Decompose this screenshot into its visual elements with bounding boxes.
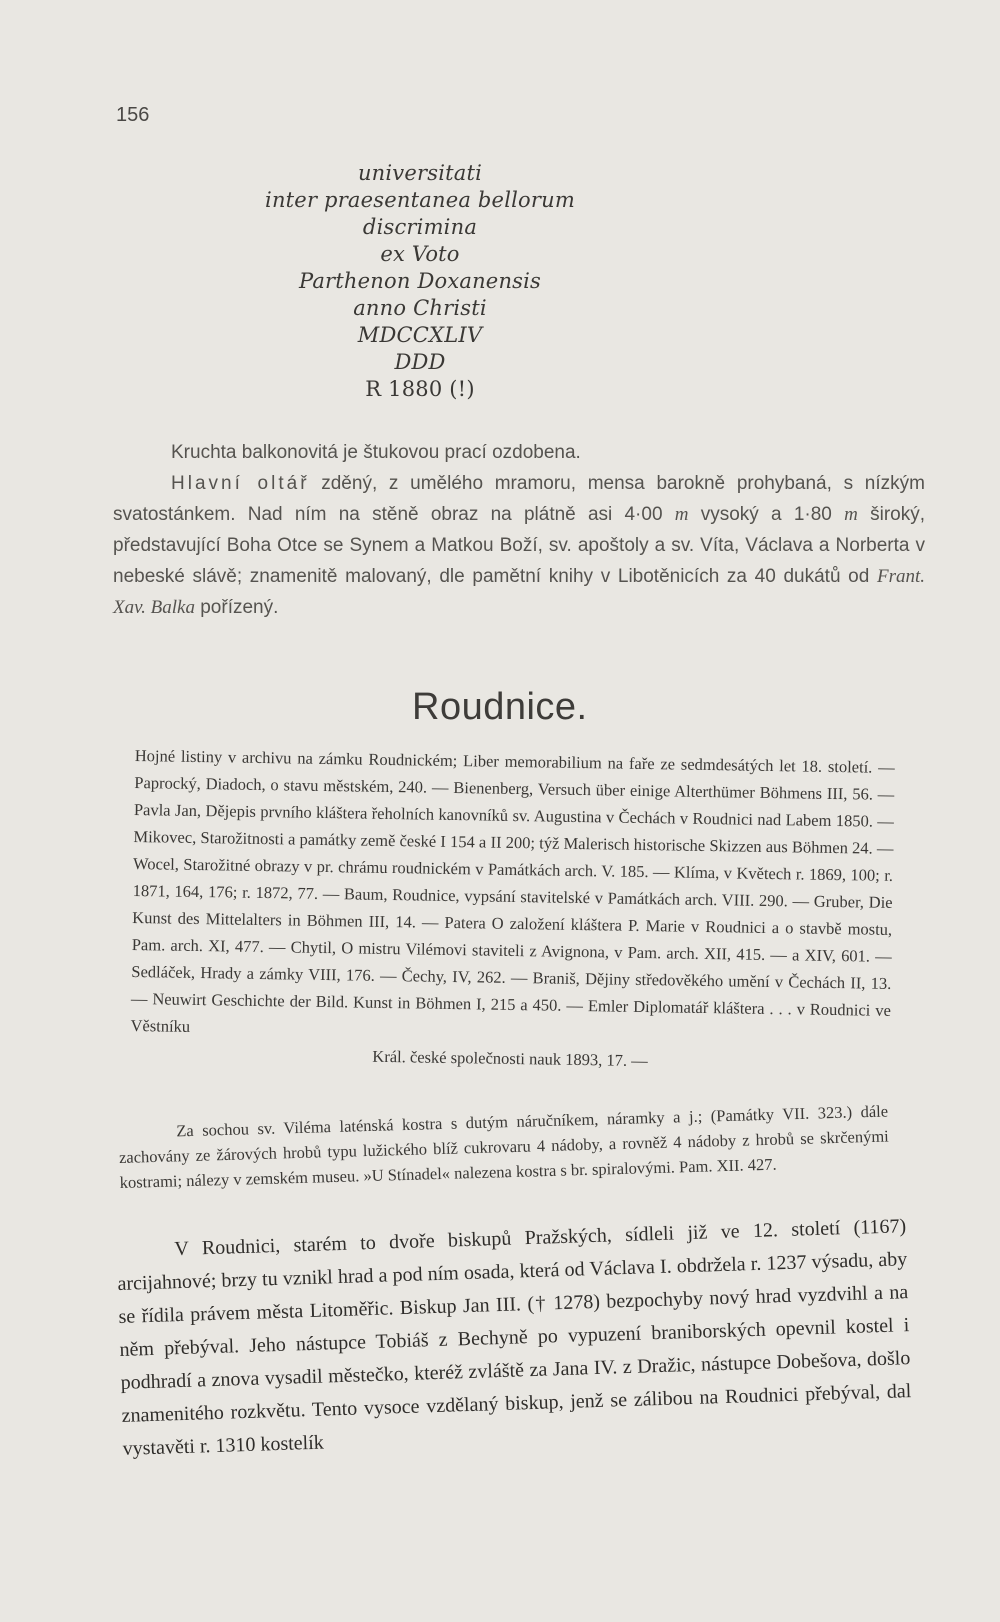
emphasized-term: Hlavní oltář bbox=[171, 473, 310, 494]
archaeological-finds bbox=[118, 1099, 890, 1195]
latin-inscription bbox=[170, 160, 670, 403]
bibliography-text: Hojné listiny v archivu na zámku Roudnickém; Liber memorabilium na faře ze sedmdesátých let 18. století. — Paprocký, Diadoch, o stavu městském, 240. — Bienenberg, Versuch über einige Alterthümer Böhmens III, 56. — Pavla Jan, Dějepis prvního kláštera řeholních kanovníků sv. Augustina v Čechách v Roudnici nad Labem 1850. — Mikovec, Starožitnosti a památky země české I 154 a II 200; týž Malerisch historische Skizzen aus Böhmen 24. — Wocel, Starožitné obrazy v pr. chrámu roudnickém v Památkách arch. V. 185. — Klíma, v Květech r. 1869, 100; r. 1871, 164, 176; r. 1872, 77. — Baum, Roudnice, vypsání stavitelské v Památkách arch. VIII. 290. — Gruber, Die Kunst des Mittelalters in Böhmen III, 14. — Patera O založení kláštera P. Marie v Roudnici a o stavbě mostu, Pam. arch. XI, 477. — Chytil, O mistru Vilémovi staviteli z Avignona, v Pam. arch. XII, 415. — a XIV, 601. — Sedláček, Hrady a zámky VIII, 176. — Čechy, IV, 262. — Braniš, Dějiny středověkého umění v Čechách II, 13. — Neuwirt Geschichte der Bild. Kunst in Böhmen I, 215 a 450. — Emler Diplomatář kláštera . . . v Roudnici ve Věstníku bbox=[130, 745, 895, 1036]
inscription-line: anno Christi bbox=[353, 296, 487, 320]
unit-symbol: m bbox=[844, 504, 858, 525]
paragraph-text: zděný, z umělého mramoru, mensa barokně prohybaná, s nízkým svatostánkem. Nad ním na stěně obraz na plátně asi 4·00 bbox=[113, 473, 925, 525]
bibliography-last-line: Král. české společnosti nauk 1893, 17. — bbox=[372, 1046, 648, 1071]
history-text: V Roudnici, starém to dvoře biskupů Pražských, sídleli již ve 12. století (1167) arcijahnové; brzy tu vznikl hrad a pod ním osada, která od Václava I. obdržela r. 1237 výsadu, aby se řídila právem města Litoměřic. Biskup Jan III. († 1278) bezpochyby nový hrad vyzdvihl a na něm přebýval. Jeho nástupce Tobiáš z Bechyně po vypuzení braniborských opevnil kostel i podhradí a znova vysadil městečko, kteréž zvláště za Jana IV. z Dražic, nástupce Dobešova, došlo znamenitého rozkvětu. Tento vysoce vzdělaný biskup, jenž se zálibou na Roudnici přebýval, dal vystavěti r. 1310 kostelík bbox=[117, 1215, 912, 1460]
page-number: 156 bbox=[116, 104, 150, 126]
inscription-line: R 1880 (!) bbox=[365, 377, 475, 401]
finds-text: Za sochou sv. Viléma laténská kostra s dutým náručníkem, náramky a j.; (Památky VII. 323.) dále zachovány ze žárových hrobů typu lužického blíž cukrovaru 4 nádoby, a rovněž 4 nádoby z hrobů se skrčenými kostrami; nálezy v zemském museu. »U Stínadel« nalezena kostra s br. spiralovými. Pam. XII. 427. bbox=[118, 1101, 890, 1192]
paragraph-text: pořízený. bbox=[194, 597, 279, 618]
paragraph-text: široký, představující Boha Otce se Synem a Matkou Boží, sv. apoštoly a sv. Víta, Václava a Norberta v nebeské slávě; znamenitě malovaný, dle pamětní knihy v Libotěnicích za 40 dukátů od bbox=[113, 504, 925, 587]
inscription-line: ex Voto bbox=[380, 242, 460, 266]
painter-name: Frant. Xav. Balka bbox=[113, 566, 925, 618]
inscription-line: MDCCXLIV bbox=[357, 323, 483, 347]
paragraph-text: Kruchta balkonovitá je štukovou prací ozdobena. bbox=[171, 442, 581, 463]
bibliography bbox=[130, 742, 895, 1078]
paragraph-text: vysoký a 1·80 bbox=[688, 504, 845, 525]
inscription-line: discrimina bbox=[362, 215, 478, 239]
altar-description bbox=[113, 437, 925, 623]
unit-symbol: m bbox=[674, 504, 689, 525]
section-title: Roudnice. bbox=[412, 686, 588, 728]
inscription-line: universitati bbox=[357, 161, 483, 185]
inscription-line: inter praesentanea bellorum bbox=[265, 188, 575, 212]
inscription-line: Parthenon Doxanensis bbox=[298, 269, 542, 293]
history-paragraph bbox=[116, 1210, 913, 1466]
inscription-line: DDD bbox=[394, 350, 446, 374]
